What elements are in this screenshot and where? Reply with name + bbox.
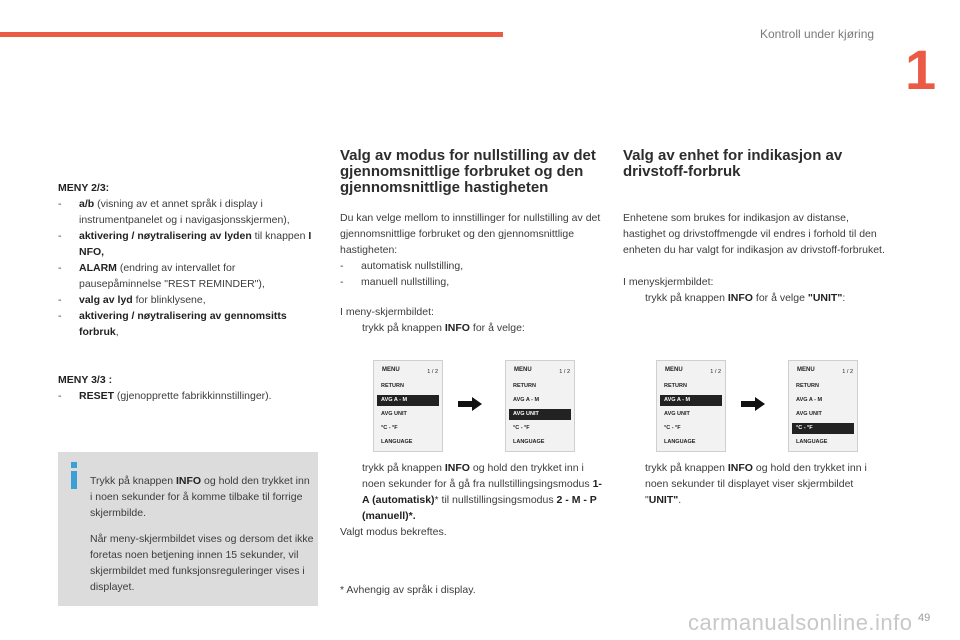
menu2-item: - a/b (visning av et annet språk i display i instrumentpanelet og i navigasjonsskjermen),: [58, 198, 290, 226]
middle-steps: [340, 460, 602, 540]
screen-row: AVG A - M: [796, 397, 823, 403]
screen-page: 1 / 2: [427, 369, 438, 375]
option-item: - manuell nullstilling,: [340, 276, 450, 288]
screen-title: MENU: [514, 367, 532, 373]
header-accent-bar: [0, 32, 503, 37]
screen-page: 1 / 2: [842, 369, 853, 375]
screen-row: AVG UNIT: [381, 411, 407, 417]
option-item: - automatisk nullstilling,: [340, 260, 464, 272]
page-number: 49: [918, 612, 931, 624]
screen-row: LANGUAGE: [381, 439, 413, 445]
screen-row: AVG UNIT: [664, 411, 690, 417]
middle-intro: Du kan velge mellom to innstillinger for nullstilling av det gjennomsnittlige forbruket og den gjennomsnittlige hastigheten:: [340, 212, 601, 256]
menu-screen: [656, 360, 726, 452]
menu-screen: [788, 360, 858, 452]
right-steps: [623, 460, 885, 508]
step-item: trykk på knappen INFO for å velge "UNIT":: [645, 292, 846, 304]
watermark: carmanualsonline.info: [688, 610, 913, 635]
menu-label: I menyskjermbildet:: [623, 276, 714, 288]
screen-row: AVG UNIT: [509, 409, 571, 420]
menu2-item: - aktivering / nøytralisering av lyden til knappen I NFO,: [58, 230, 312, 258]
menu-label: I meny-skjermbildet:: [340, 306, 434, 318]
right-intro: Enhetene som brukes for indikasjon av distanse, hastighet og drivstoffmengde vil endres i forhold til den enheten du har valgt for indikasjon av drivstoff-forbruket.: [623, 212, 885, 256]
screen-row: RETURN: [513, 383, 536, 389]
right-title: Valg av enhet for indikasjon av drivstoff-forbruk: [623, 147, 843, 180]
section-title: Kontroll under kjøring: [760, 27, 875, 41]
chapter-number: 1: [905, 38, 937, 101]
screen-title: MENU: [665, 367, 683, 373]
screen-row: °C - °F: [792, 423, 854, 434]
screen-page: 1 / 2: [710, 369, 721, 375]
menu2-title: MENY 2/3:: [58, 182, 110, 194]
screen-row: LANGUAGE: [513, 439, 545, 445]
left-column: [58, 180, 318, 404]
step-item: trykk på knappen INFO for å velge:: [362, 322, 525, 334]
screen-page: 1 / 2: [559, 369, 570, 375]
screen-row: RETURN: [796, 383, 819, 389]
screen-row: AVG A - M: [513, 397, 540, 403]
menu-screen: [505, 360, 575, 452]
right-arrow-icon: [741, 397, 765, 411]
menu-screen: [373, 360, 443, 452]
menu3-title: MENY 3/3 :: [58, 374, 113, 386]
screen-row: AVG A - M: [660, 395, 722, 406]
screen-row: AVG A - M: [377, 395, 439, 406]
menu2-item: - aktivering / nøytralisering av gennomsitts forbruk,: [58, 310, 287, 338]
info-box: [58, 452, 318, 606]
right-column: [623, 148, 885, 306]
right-arrow-icon: [458, 397, 482, 411]
menu2-item: - ALARM (endring av intervallet for pausepåminnelse "REST REMINDER"),: [58, 262, 265, 290]
screen-row: °C - °F: [664, 425, 681, 431]
screen-row: °C - °F: [381, 425, 398, 431]
info-icon: [70, 462, 78, 490]
menu3-item: - RESET (gjenopprette fabrikkinnstillinger).: [58, 390, 272, 402]
screen-row: AVG UNIT: [796, 411, 822, 417]
middle-column: [340, 148, 602, 336]
screen-row: °C - °F: [513, 425, 530, 431]
confirm-text: Valgt modus bekreftes.: [340, 526, 447, 538]
step-item: trykk på knappen INFO og hold den trykket inn i noen sekunder til displayet viser skjermbildet "UNIT".: [645, 462, 867, 506]
screen-row: RETURN: [664, 383, 687, 389]
screen-title: MENU: [382, 367, 400, 373]
menu2-item: - valg av lyd for blinklysene,: [58, 294, 206, 306]
screen-row: LANGUAGE: [796, 439, 828, 445]
footnote: * Avhengig av språk i display.: [340, 584, 476, 596]
screen-row: LANGUAGE: [664, 439, 696, 445]
info-text: Trykk på knappen INFO og hold den trykket inn i noen sekunder for å komme tilbake til forrige skjermbilde. Når meny-skjermbildet vises og dersom det ikke foretas noen betjening innen 15 sekunder, vil skjermbildet med funksjonsreguleringer vises i displayet.: [90, 474, 314, 593]
menu2-list: [58, 196, 318, 340]
screen-title: MENU: [797, 367, 815, 373]
screen-row: RETURN: [381, 383, 404, 389]
middle-title: Valg av modus for nullstilling av det gjennomsnittlige forbruket og den gjennomsnittlige hastigheten: [340, 147, 596, 196]
step-item: trykk på knappen INFO og hold den trykket inn i noen sekunder for å gå fra nullstillingsingsmodus 1- A (automatisk)* til nullstillingsingsmodus 2 - M - P (manuell)*.: [362, 462, 602, 522]
